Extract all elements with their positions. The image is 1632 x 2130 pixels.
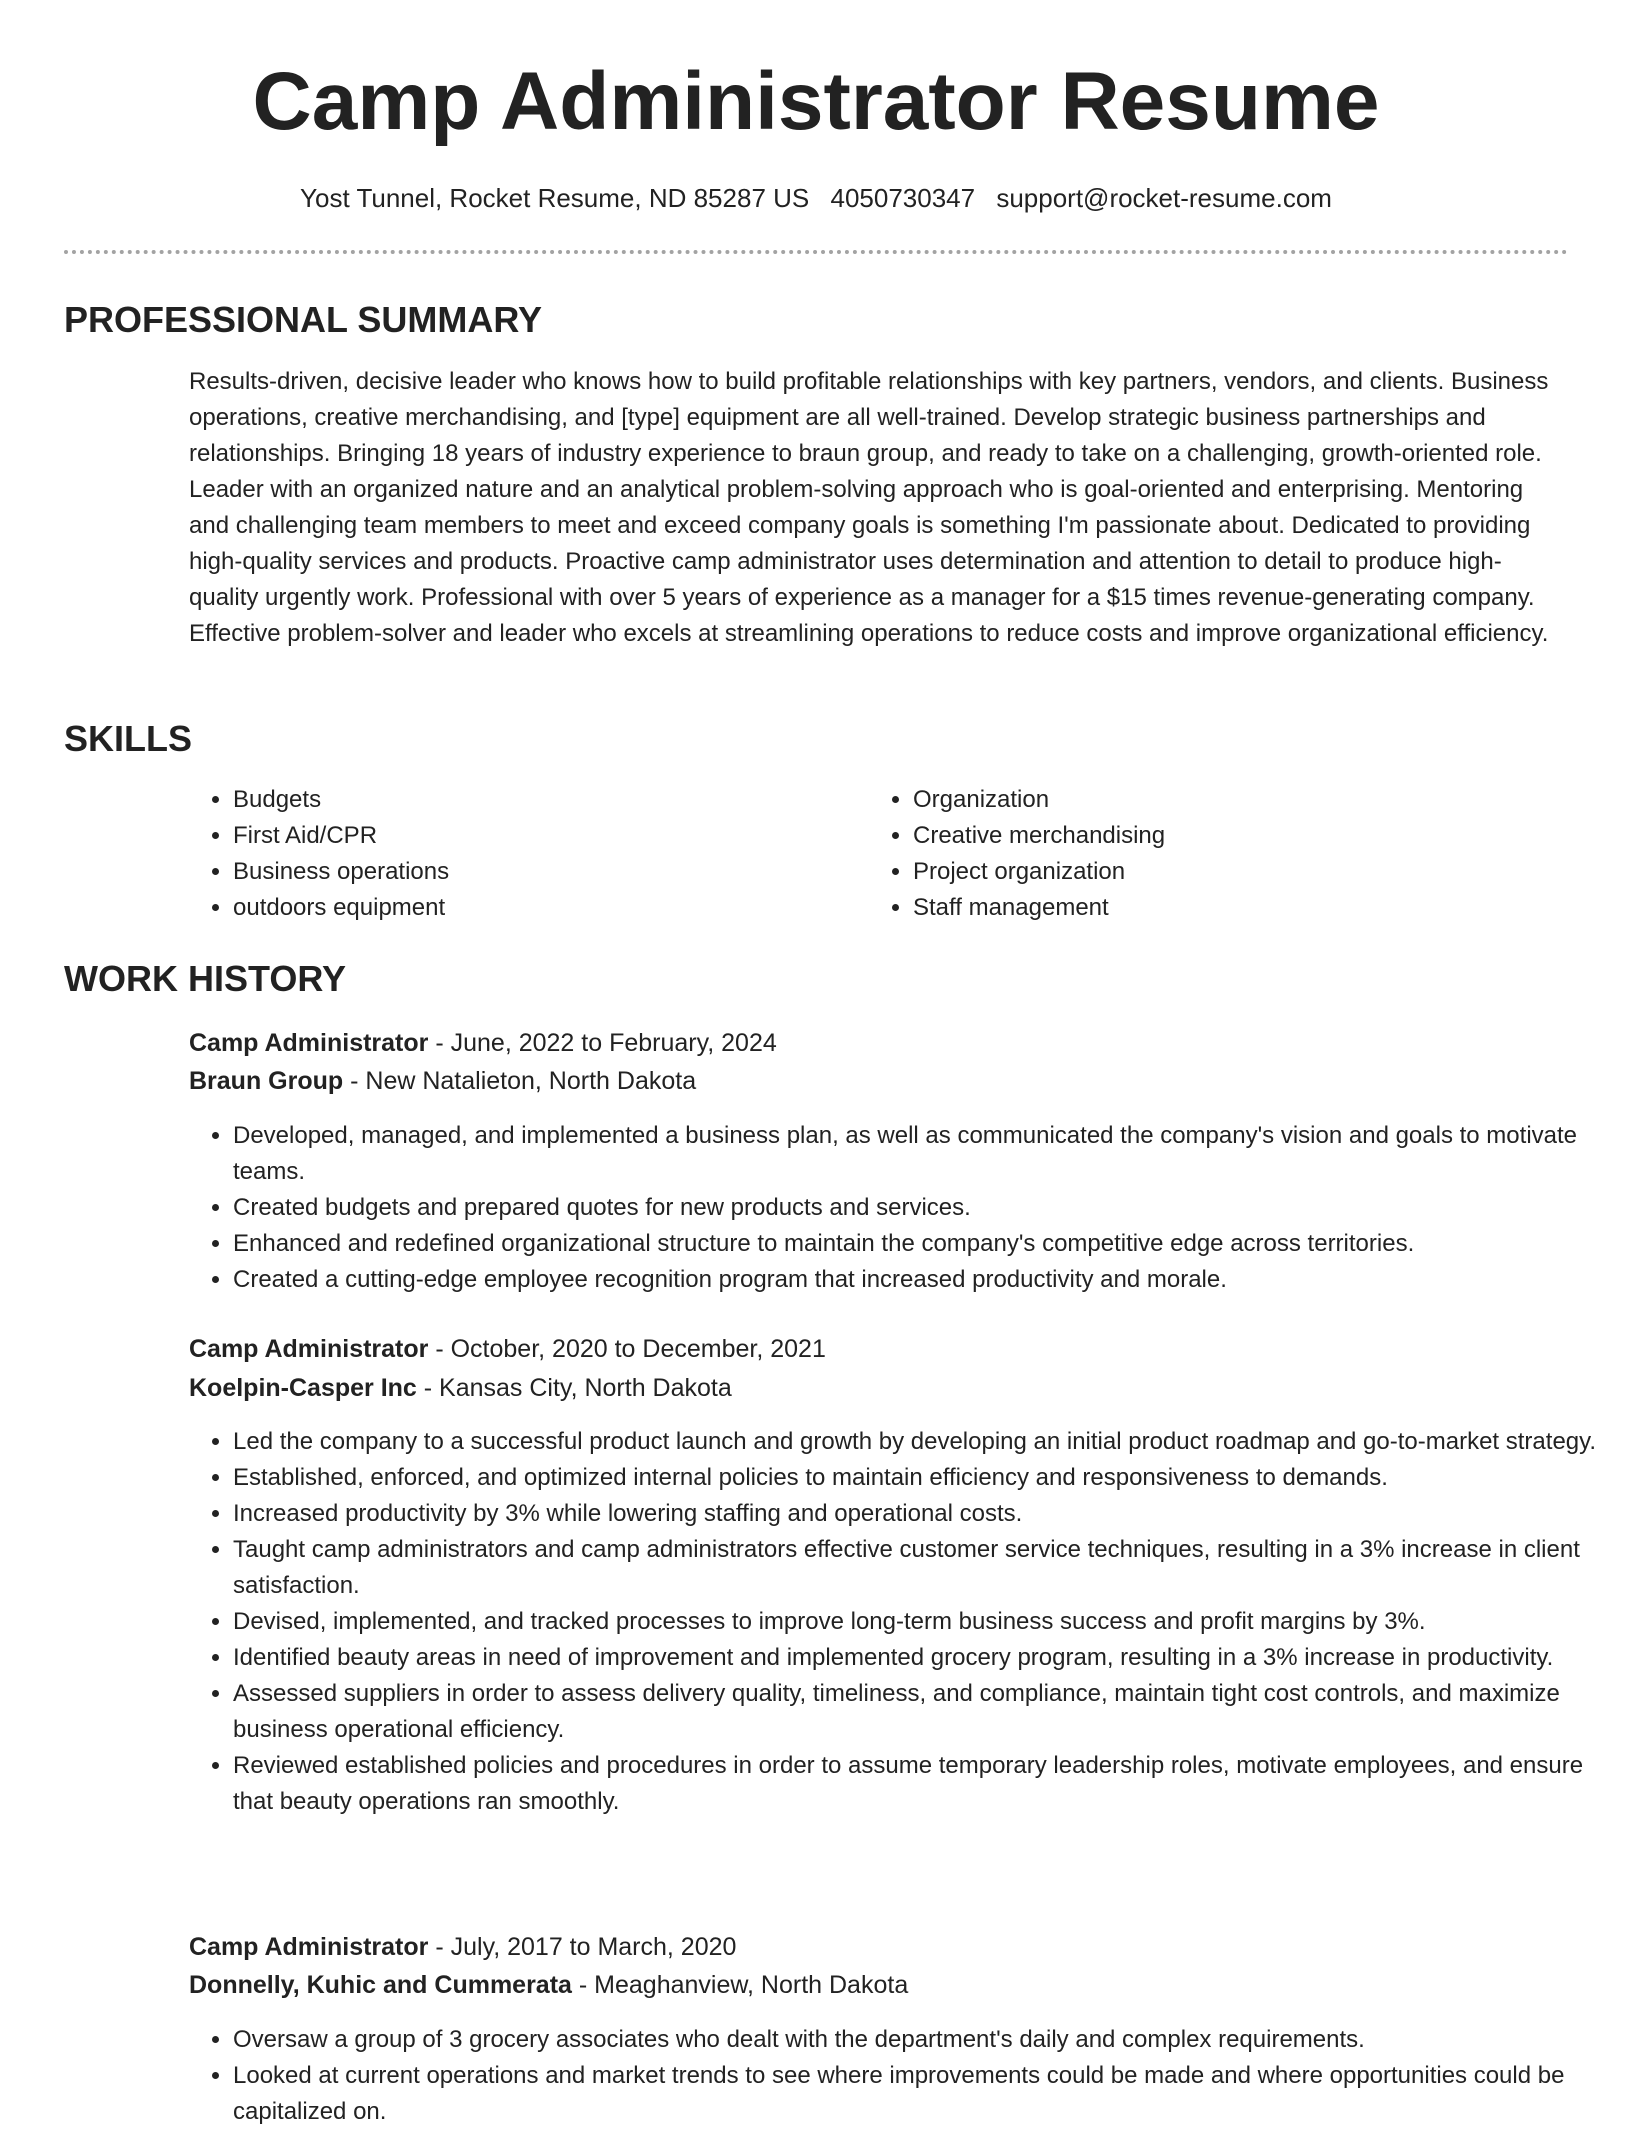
job-dates: - October, 2020 to December, 2021 <box>428 1335 826 1363</box>
job-bullet: • Increased productivity by 3% while lowering staffing and operational costs. <box>233 1496 1613 1532</box>
skill-item: • Organization <box>913 782 1553 818</box>
contact-info <box>0 178 1632 218</box>
job-dates: - June, 2022 to February, 2024 <box>428 1029 777 1057</box>
job-title-line <box>189 1024 777 1062</box>
job-bullets <box>189 1424 1613 1820</box>
job-bullets <box>189 2022 1613 2130</box>
job-company-line <box>189 1966 908 2004</box>
job-bullet: • Taught camp administrators and camp administrators effective customer service techniques, resulting in a 3% increase in client satisfaction. <box>233 1532 1613 1604</box>
job-bullet: • Looked at current operations and market trends to see where improvements could be made and where opportunities could be capitalized on. <box>233 2058 1613 2130</box>
job-bullet: • Enhanced and redefined organizational structure to maintain the company's competitive edge across territories. <box>233 1226 1613 1262</box>
skills-heading: SKILLS <box>64 718 193 759</box>
skill-item: • Budgets <box>233 782 873 818</box>
job-company: Koelpin-Casper Inc <box>189 1374 417 1402</box>
skill-item: • Business operations <box>233 854 873 890</box>
skill-item: • outdoors equipment <box>233 890 873 926</box>
job-company-line <box>189 1369 732 1407</box>
job-dates: - July, 2017 to March, 2020 <box>428 1933 737 1961</box>
skill-item: • Project organization <box>913 854 1553 890</box>
job-bullet: • Established, enforced, and optimized internal policies to maintain efficiency and responsiveness to demands. <box>233 1460 1613 1496</box>
skills-list-right <box>869 782 1553 926</box>
job-bullet: • Led the company to a successful product launch and growth by developing an initial product roadmap and go-to-market strategy. <box>233 1424 1613 1460</box>
summary-heading: PROFESSIONAL SUMMARY <box>64 299 543 340</box>
job-location: - Meaghanview, North Dakota <box>571 1971 909 1999</box>
job-location: - New Natalieton, North Dakota <box>343 1067 697 1095</box>
job-location: - Kansas City, North Dakota <box>416 1374 732 1402</box>
job-bullet: • Oversaw a group of 3 grocery associates who dealt with the department's daily and complex requirements. <box>233 2022 1613 2058</box>
contact-email[interactable]: support@rocket-resume.com <box>996 183 1332 213</box>
contact-address: Yost Tunnel, Rocket Resume, ND 85287 US <box>300 183 810 213</box>
job-company-line <box>189 1062 696 1100</box>
job-bullets <box>189 1118 1613 1298</box>
skill-item: • Staff management <box>913 890 1553 926</box>
job-bullet: • Identified beauty areas in need of improvement and implemented grocery program, resulting in a 3% increase in productivity. <box>233 1640 1613 1676</box>
skills-list-left <box>189 782 873 926</box>
contact-phone: 4050730347 <box>830 183 976 213</box>
job-bullet: • Created budgets and prepared quotes for new products and services. <box>233 1190 1613 1226</box>
summary-text: Results-driven, decisive leader who knows how to build profitable relationships with key partners, vendors, and clients. Business operations, creative merchandising, and [type] equipment are all well-trained. Develop strategic business partnerships and relationships. Bringing 18 years of industry experience to braun group, and ready to take on a challenging, growth-oriented role. Leader with an organized nature and an analytical problem-solving approach who is goal-oriented and enterprising. Mentoring and challenging team members to meet and exceed company goals is something I'm passionate about. Dedicated to providing high-quality services and products. Proactive camp administrator uses determination and attention to detail to produce high-quality urgently work. Professional with over 5 years of experience as a manager for a $15 times revenue-generating company. Effective problem-solver and leader who excels at streamlining operations to reduce costs and improve organizational efficiency. <box>189 368 1549 647</box>
job-bullet: • Devised, implemented, and tracked processes to improve long-term business success and profit margins by 3%. <box>233 1604 1613 1640</box>
skill-item: • First Aid/CPR <box>233 818 873 854</box>
resume-title: Camp Administrator Resume <box>252 56 1380 147</box>
skill-item: • Creative merchandising <box>913 818 1553 854</box>
job-title: Camp Administrator <box>189 1933 429 1961</box>
job-bullet: • Created a cutting-edge employee recognition program that increased productivity and morale. <box>233 1262 1613 1298</box>
header-divider <box>64 250 1568 254</box>
job-company: Braun Group <box>189 1067 344 1095</box>
job-company: Donnelly, Kuhic and Cummerata <box>189 1971 572 1999</box>
job-bullet: • Assessed suppliers in order to assess delivery quality, timeliness, and compliance, maintain tight cost controls, and maximize business operational efficiency. <box>233 1676 1613 1748</box>
job-bullet: • Reviewed established policies and procedures in order to assume temporary leadership roles, motivate employees, and ensure that beauty operations ran smoothly. <box>233 1748 1613 1820</box>
job-title: Camp Administrator <box>189 1029 429 1057</box>
job-title-line <box>189 1330 826 1368</box>
work-history-heading: WORK HISTORY <box>64 958 347 999</box>
job-bullet: • Developed, managed, and implemented a business plan, as well as communicated the company's vision and goals to motivate teams. <box>233 1118 1613 1190</box>
job-title: Camp Administrator <box>189 1335 429 1363</box>
job-title-line <box>189 1928 736 1966</box>
